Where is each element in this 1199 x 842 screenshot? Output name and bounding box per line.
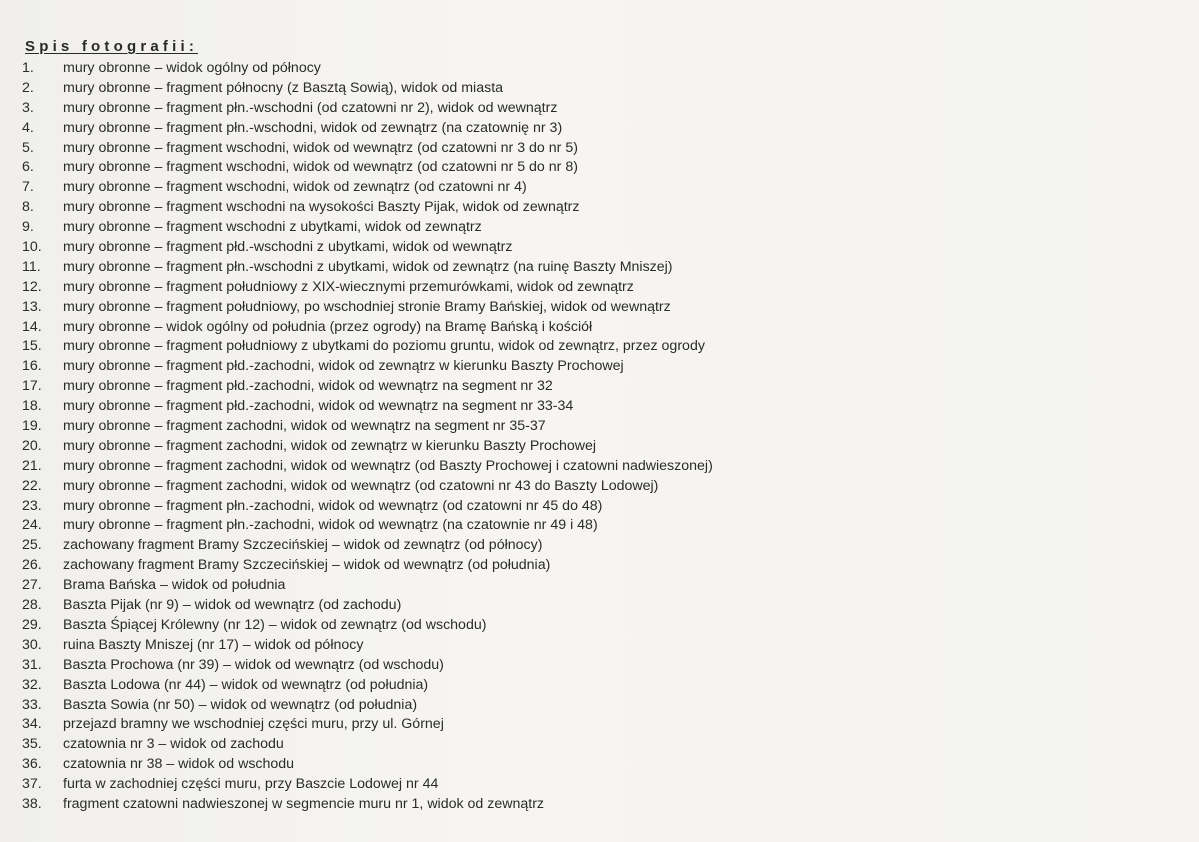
item-number: 29. xyxy=(22,616,42,633)
item-text: mury obronne – fragment zachodni, widok od wewnątrz (od czatowni nr 43 do Baszty Lodowej) xyxy=(63,477,659,494)
item-text: mury obronne – fragment płn.-wschodni z ubytkami, widok od zewnątrz (na ruinę Baszty Mniszej) xyxy=(63,258,673,275)
item-number: 1. xyxy=(22,60,34,76)
item-number: 4. xyxy=(22,119,34,136)
item-text: mury obronne – fragment południowy, po wschodniej stronie Bramy Bańskiej, widok od wewnątrz xyxy=(63,298,671,315)
item-text: mury obronne – fragment południowy z ubytkami do poziomu gruntu, widok od zewnątrz, przez ogrody xyxy=(63,338,705,355)
item-number: 37. xyxy=(22,776,42,793)
item-text: mury obronne – fragment płn.-wschodni, widok od zewnątrz (na czatownię nr 3) xyxy=(63,119,563,136)
item-number: 6. xyxy=(22,159,34,176)
item-text: mury obronne – widok ogólny od północy xyxy=(63,60,321,76)
item-text: Brama Bańska – widok od południa xyxy=(63,577,286,594)
item-text: Baszta Prochowa (nr 39) – widok od wewnątrz (od wschodu) xyxy=(63,656,444,673)
item-number: 26. xyxy=(22,557,42,574)
item-number: 36. xyxy=(22,756,42,773)
item-text: mury obronne – fragment płn.-zachodni, widok od wewnątrz (od czatowni nr 45 do 48) xyxy=(63,497,603,514)
item-text: mury obronne – fragment płn.-zachodni, widok od wewnątrz (na czatownie nr 49 i 48) xyxy=(63,517,598,534)
item-text: mury obronne – fragment płd.-zachodni, widok od wewnątrz na segment nr 33-34 xyxy=(63,398,574,415)
item-number: 10. xyxy=(22,239,42,256)
item-number: 20. xyxy=(22,437,42,454)
item-number: 5. xyxy=(22,139,34,156)
item-text: Baszta Sowia (nr 50) – widok od wewnątrz (od południa) xyxy=(63,696,418,713)
item-number: 15. xyxy=(22,338,42,355)
item-text: zachowany fragment Bramy Szczecińskiej – widok od wewnątrz (od południa) xyxy=(63,557,551,574)
item-number: 2. xyxy=(22,79,34,96)
item-number: 31. xyxy=(22,656,42,673)
item-text: ruina Baszty Mniszej (nr 17) – widok od północy xyxy=(63,636,364,653)
item-number: 17. xyxy=(22,378,42,395)
item-number: 8. xyxy=(22,199,34,216)
item-text: mury obronne – fragment zachodni, widok od zewnątrz w kierunku Baszty Prochowej xyxy=(63,437,597,454)
item-number: 3. xyxy=(22,99,34,116)
item-text: mury obronne – fragment płn.-wschodni (od czatowni nr 2), widok od wewnątrz xyxy=(63,99,558,116)
item-number: 38. xyxy=(22,795,42,812)
item-number: 7. xyxy=(22,179,34,196)
item-text: mury obronne – fragment północny (z Basztą Sowią), widok od miasta xyxy=(63,79,504,96)
item-number: 35. xyxy=(22,736,42,753)
item-text: zachowany fragment Bramy Szczecińskiej – widok od zewnątrz (od północy) xyxy=(63,537,543,554)
item-number: 32. xyxy=(22,676,42,693)
item-number: 30. xyxy=(22,636,42,653)
item-text: mury obronne – fragment płd.-zachodni, widok od wewnątrz na segment nr 32 xyxy=(63,378,553,395)
item-number: 28. xyxy=(22,597,42,614)
item-text: Baszta Śpiącej Królewny (nr 12) – widok od zewnątrz (od wschodu) xyxy=(63,616,487,633)
item-text: czatownia nr 3 – widok od zachodu xyxy=(63,736,284,753)
item-number: 11. xyxy=(22,258,41,275)
item-number: 27. xyxy=(22,577,42,594)
item-text: furta w zachodniej części muru, przy Baszcie Lodowej nr 44 xyxy=(63,776,439,793)
item-number: 23. xyxy=(22,497,42,514)
item-text: mury obronne – fragment wschodni, widok od wewnątrz (od czatowni nr 5 do nr 8) xyxy=(63,159,578,176)
item-number: 22. xyxy=(22,477,42,494)
item-text: mury obronne – fragment południowy z XIX-wiecznymi przemurówkami, widok od zewnątrz xyxy=(63,278,634,295)
document-title: Spis fotografii: xyxy=(25,38,199,55)
item-number: 14. xyxy=(22,318,42,335)
item-text: mury obronne – widok ogólny od południa (przez ogrody) na Bramę Bańską i kościół xyxy=(63,318,593,335)
item-number: 16. xyxy=(22,358,42,375)
item-number: 19. xyxy=(22,418,42,435)
item-number: 9. xyxy=(22,219,34,236)
item-text: Baszta Pijak (nr 9) – widok od wewnątrz (od zachodu) xyxy=(63,597,402,614)
item-text: mury obronne – fragment zachodni, widok od wewnątrz (od Baszty Prochowej i czatowni nadwieszonej) xyxy=(63,457,713,474)
item-text: mury obronne – fragment wschodni, widok od zewnątrz (od czatowni nr 4) xyxy=(63,179,527,196)
item-number: 18. xyxy=(22,398,42,415)
item-text: mury obronne – fragment wschodni z ubytkami, widok od zewnątrz xyxy=(63,219,482,236)
item-text: fragment czatowni nadwieszonej w segmencie muru nr 1, widok od zewnątrz xyxy=(63,795,545,812)
item-number: 12. xyxy=(22,278,42,295)
item-number: 25. xyxy=(22,537,42,554)
item-text: mury obronne – fragment zachodni, widok od wewnątrz na segment nr 35-37 xyxy=(63,418,546,435)
item-number: 21. xyxy=(22,457,42,474)
item-text: mury obronne – fragment wschodni na wysokości Baszty Pijak, widok od zewnątrz xyxy=(63,199,580,216)
item-number: 13. xyxy=(22,298,42,315)
item-number: 24. xyxy=(22,517,42,534)
item-text: czatownia nr 38 – widok od wschodu xyxy=(63,756,295,773)
item-number: 34. xyxy=(22,716,42,733)
item-text: Baszta Lodowa (nr 44) – widok od wewnątrz (od południa) xyxy=(63,676,429,693)
item-text: mury obronne – fragment płd.-wschodni z ubytkami, widok od wewnątrz xyxy=(63,239,513,256)
item-text: przejazd bramny we wschodniej części muru, przy ul. Górnej xyxy=(63,716,444,733)
item-number: 33. xyxy=(22,696,42,713)
item-text: mury obronne – fragment płd.-zachodni, widok od zewnątrz w kierunku Baszty Prochowej xyxy=(63,358,624,375)
item-text: mury obronne – fragment wschodni, widok od wewnątrz (od czatowni nr 3 do nr 5) xyxy=(63,139,578,156)
